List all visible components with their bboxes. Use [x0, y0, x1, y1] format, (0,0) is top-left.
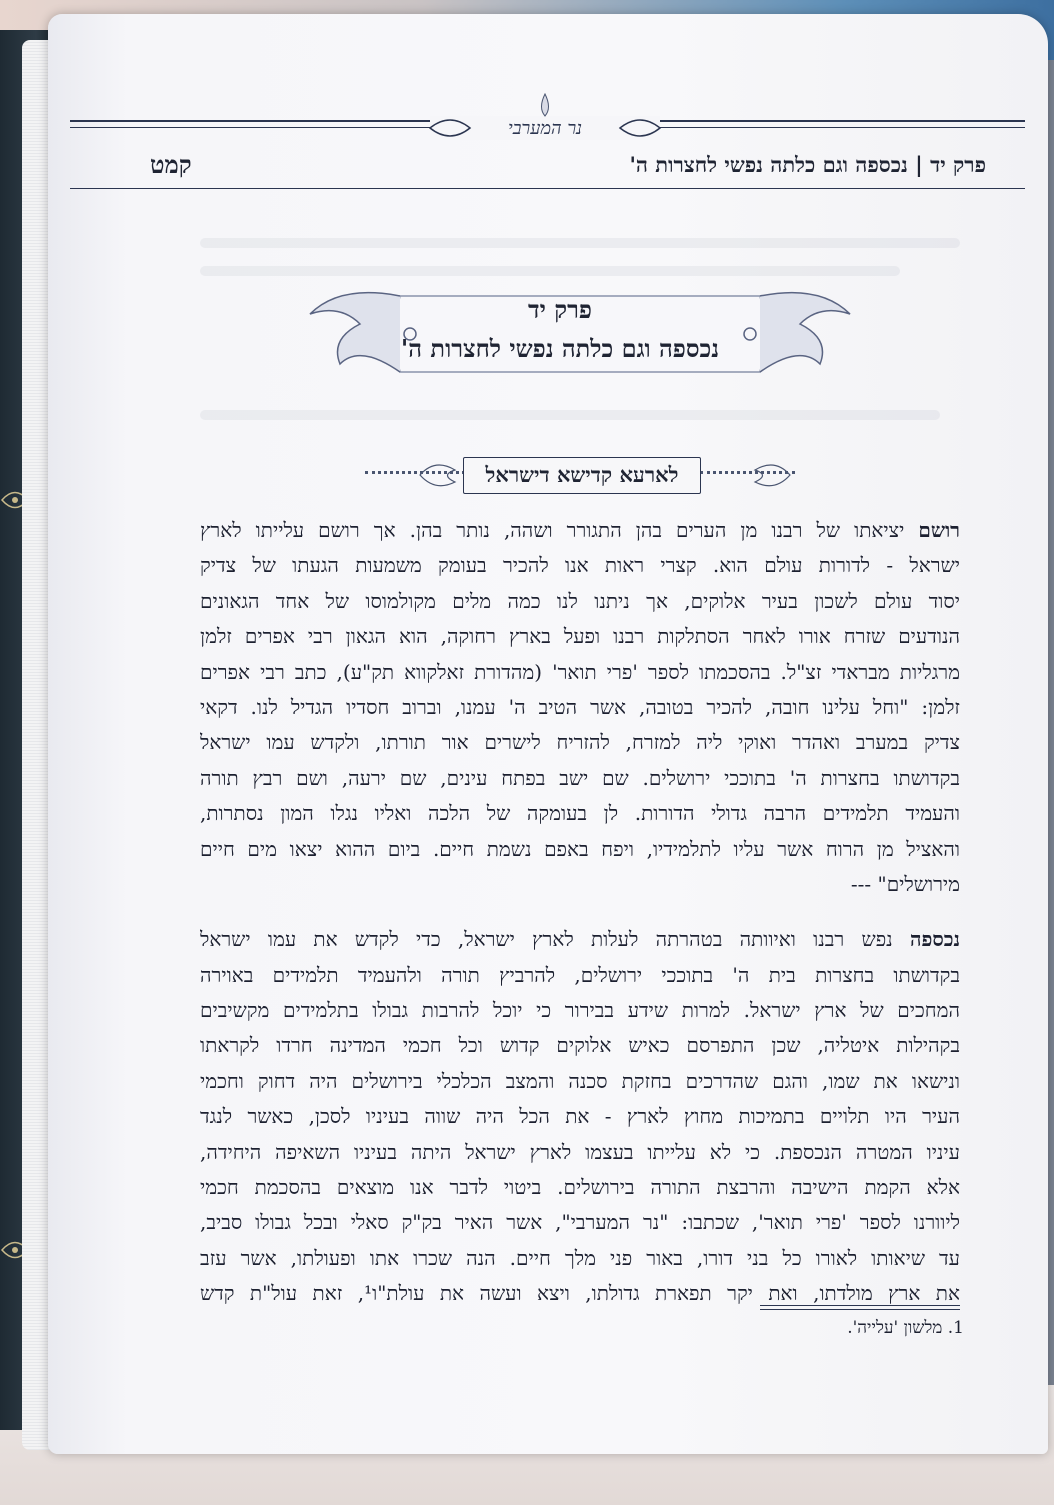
text-line: ליוורנו לספר 'פרי תואר', שכתבו: "נר המערבי", אשר האיר בק"ק סאלי ובכל גבולו סביב, — [200, 1210, 960, 1235]
chapter-title: נכספה וגם כלתה נפשי לחצרות ה' — [400, 334, 720, 363]
paragraph-lead-word: רושם — [918, 518, 960, 542]
footnote — [847, 1318, 964, 1338]
page-number: קמט — [150, 150, 192, 179]
text-line: יסוד עולם לשכון בעיר אלוקים, אך ניתנו לנו כמה מלים מקולמוסו של אחד הגאונים — [200, 588, 960, 613]
bleed-through — [200, 238, 960, 248]
section-title: לארעא קדישא דישראל — [463, 457, 701, 494]
chapter-number: פרק יד — [528, 295, 592, 324]
bleed-through — [200, 410, 940, 420]
text-line: ישראל - לדורות עולם הוא. קצרי ראות אנו להכיר בעומק משמעות הגעתו של צדיק — [200, 553, 960, 578]
text-line: בקהילות איטליה, שכן התפרסם כאיש אלוקים קדוש וכל חכמי המדינה חרדו לקראתו — [200, 1033, 960, 1058]
text-line: והאציל מן הרוח אשר עליו לתלמידיו, ויפח באפם נשמת חיים. ביום ההוא יצאו מים חיים — [200, 836, 960, 861]
text-line: ונישאו את שמו, והגם שהדרכים בחזקת סכנה והמצב הכלכלי בירושלים היה דחוק וחכמי — [200, 1068, 960, 1093]
footnote-text: מלשון 'עלייה'. — [847, 1318, 943, 1338]
footnote-rule — [760, 1305, 960, 1310]
text-line-content: נפש רבנו ואיוותה בטהרתה לעלות לארץ ישראל, כדי לקדש את עמו ישראל — [200, 927, 893, 952]
body-text — [200, 513, 960, 1312]
footnote-number: 1. — [947, 1318, 964, 1338]
text-line: זלמן: "וחל עלינו חובה, להכיר בטובה, אשר הטיב ה' עמנו, וברוב חסדיו הגדיל לנו. דקאי — [200, 694, 960, 719]
text-line: עיניו המטרה הנכספת. כי לא עלייתו בעצמו לארץ ישראל היתה בעיניו השאיפה היחידה, — [200, 1139, 960, 1164]
bleed-through — [200, 266, 900, 276]
text-line: העיר היו תלויים בתמיכות מחוץ לארץ - את הכל היה שווה בעיניו לסכן, כאשר לנגד — [200, 1104, 960, 1129]
paragraph-gap — [200, 902, 960, 922]
text-line: עד שיאותו לאורו כל בני דורו, באור פני מלך חיים. הנה שכרו אתו ופעולתו, אשר עזב — [200, 1245, 960, 1270]
text-line: מירושלים" --- — [850, 871, 960, 896]
text-line: והעמיד תלמידים הרבה גדולי הדורות. לן בעומקה של הלכה ואליו נגלו המון נסתרות, — [200, 801, 960, 826]
text-line: בקדושתו בחצרות ה' בתוככי ירושלים. שם ישב בפתח עינים, שם ירעה, ושם רבץ תורה — [200, 765, 960, 790]
header-rule-bottom — [70, 188, 1025, 189]
logo-text: נר המערבי — [507, 118, 583, 139]
paragraph-lead-word: נכספה — [909, 927, 960, 952]
logo-ornament — [420, 90, 670, 154]
text-line: את ארץ מולדתו, ואת יקר תפארת גדולתו, ויצא ועשה את עולת"ו¹, זאת עול"ת קדש — [200, 1281, 960, 1306]
text-line: אלא הקמת הישיבה והרבצת התורה בירושלים. ביטוי לדבר אנו מוצאים בהסכמת חכמי — [200, 1175, 960, 1200]
text-line: צדיק במערב ואהדר ואוקי ליה למזרח, להזריח לישרים אור תורתו, ולקדש עמו ישראל — [200, 730, 960, 755]
text-line-content: יציאתו של רבנו מן הערים בהן התגורר ושהה, נותר בהן. אך רושם עלייתו לארץ — [200, 518, 905, 542]
text-line: מרגליות מבראדי זצ"ל. בהסכמתו לספר 'פרי תואר' (מהדורת זאלקווא תק"ע), כתב רבי אפרים — [200, 659, 960, 684]
text-line — [200, 513, 960, 548]
text-line — [200, 922, 960, 957]
text-line: בקדושתו בחצרות בית ה' בתוככי ירושלים, להרביץ תורה ולהעמיד תלמידים באוירה — [200, 962, 960, 987]
running-title: פרק יד | נכספה וגם כלתה נפשי לחצרות ה' — [629, 152, 986, 177]
text-line: המחכים של ארץ ישראל. למרות שידע בבירור כי יוכל להרבות גבולו בתלמידים מקשיבים — [200, 998, 960, 1023]
text-line: הנודעים שזרח אורו לאחר הסתלקות רבנו ופעל בארץ רחוקה, הוא הגאון רבי אפרים זלמן — [200, 624, 960, 649]
